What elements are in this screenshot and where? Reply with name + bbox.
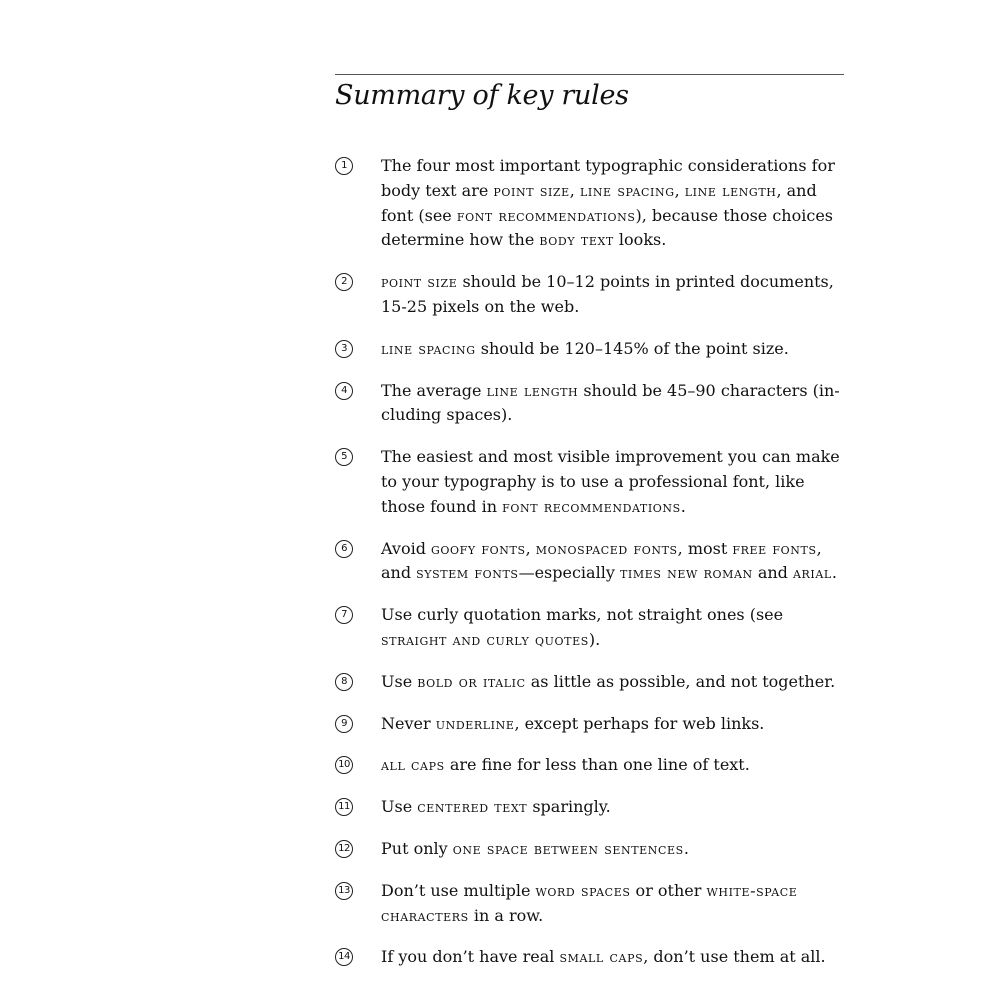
item-text (381, 670, 844, 695)
text-run: . (680, 496, 686, 516)
item-text (381, 603, 844, 653)
text-run: , (569, 180, 580, 200)
item-text (381, 379, 844, 429)
item-text (381, 879, 844, 929)
list-item (335, 795, 844, 820)
text-run: ). (588, 629, 601, 649)
text-run: Use (381, 797, 418, 817)
text-run: Use (381, 671, 418, 691)
text-run: The average (381, 380, 487, 400)
item-number-badge: 6 (335, 540, 353, 558)
text-run: , and font (see (381, 180, 817, 225)
text-run: , most (677, 538, 733, 558)
list-item (335, 945, 844, 970)
small-caps-term: font recommendations (502, 496, 681, 516)
small-caps-term: line length (486, 380, 579, 400)
text-run: looks. (613, 230, 667, 250)
item-number-badge: 14 (335, 948, 353, 966)
small-caps-term: bold or italic (417, 671, 526, 691)
list-item (335, 670, 844, 695)
small-caps-term: all caps (381, 755, 445, 775)
text-run: should be 120–145% of the point size. (475, 338, 789, 358)
text-run: , don’t use them at all. (643, 947, 826, 967)
item-text (381, 537, 844, 587)
item-text (381, 270, 844, 320)
item-number-badge: 11 (335, 798, 353, 816)
list-item (335, 270, 844, 320)
item-text (381, 837, 844, 862)
small-caps-term: line spacing (579, 180, 675, 200)
small-caps-term: times new roman (619, 563, 753, 583)
text-run: Don’t use multiple (381, 880, 536, 900)
small-caps-term: line length (684, 180, 777, 200)
text-run: , except perhaps for web links. (514, 713, 765, 733)
list-item (335, 154, 844, 253)
text-run: —especially (518, 563, 620, 583)
text-run: or other (630, 880, 707, 900)
page-title: Summary of key rules (335, 80, 629, 111)
item-text (381, 795, 844, 820)
small-caps-term: monospaced fonts (535, 538, 678, 558)
list-item (335, 445, 844, 519)
item-number-badge: 7 (335, 606, 353, 624)
text-run: sparingly. (527, 797, 611, 817)
small-caps-term: white-space characters (381, 880, 798, 925)
text-run: ), because those choices determine how the (381, 205, 833, 250)
item-number-badge: 4 (335, 382, 353, 400)
small-caps-term: font recommendations (456, 205, 636, 225)
small-caps-term: small caps (559, 947, 644, 967)
list-item (335, 537, 844, 587)
text-run: The four most important typographic considerations for body text are (381, 156, 835, 200)
text-run: should be 45–90 characters (including spaces). (381, 380, 840, 425)
small-caps-term: system fonts (416, 563, 519, 583)
item-number-badge: 1 (335, 157, 353, 175)
small-caps-term: underline (435, 713, 515, 733)
small-caps-term: arial (793, 563, 832, 583)
text-run: should be 10–12 points in printed documents, 15-25 pixels on the web. (381, 272, 834, 316)
text-run: Avoid (381, 538, 432, 558)
document-page (335, 74, 844, 967)
item-number-badge: 10 (335, 756, 353, 774)
list-item (335, 837, 844, 862)
text-run: , and (381, 538, 822, 583)
item-number-badge: 8 (335, 673, 353, 691)
text-run: , (525, 538, 536, 558)
text-run: , (674, 180, 685, 200)
text-run: are fine for less than one line of text. (444, 755, 750, 775)
item-number-badge: 5 (335, 448, 353, 466)
item-number-badge: 13 (335, 882, 353, 900)
small-caps-term: point size (381, 272, 458, 292)
list-item (335, 603, 844, 653)
item-text (381, 945, 844, 970)
item-text (381, 712, 844, 737)
list-item (335, 337, 844, 362)
item-text (381, 753, 844, 778)
text-run: as little as possible, and not together. (525, 671, 836, 691)
small-caps-term: free fonts (732, 538, 817, 558)
text-run: The easiest and most visible improvement you can make to your typography is to use a professional font, like those found in (381, 447, 840, 516)
item-number-badge: 12 (335, 840, 353, 858)
text-run: in a row. (468, 905, 544, 925)
list-item (335, 753, 844, 778)
rules-list (335, 154, 844, 987)
small-caps-term: body text (539, 230, 614, 250)
item-number-badge: 2 (335, 273, 353, 291)
text-run: Never (381, 713, 436, 733)
small-caps-term: straight and curly quotes (381, 629, 589, 649)
item-text (381, 445, 844, 519)
list-item (335, 712, 844, 737)
text-run: If you don’t have real (381, 947, 560, 967)
text-run: Use curly quotation marks, not straight ones (see (381, 605, 784, 625)
item-number-badge: 9 (335, 715, 353, 733)
list-item (335, 379, 844, 429)
text-run: . (831, 563, 837, 583)
small-caps-term: goofy fonts (431, 538, 526, 558)
item-number-badge: 3 (335, 340, 353, 358)
small-caps-term: word spaces (535, 880, 631, 900)
item-text (381, 337, 844, 362)
text-run: Put only (381, 838, 453, 858)
text-run: . (683, 838, 689, 858)
small-caps-term: one space between sentences (452, 838, 684, 858)
item-text (381, 154, 844, 253)
small-caps-term: point size (493, 180, 570, 200)
top-divider (335, 74, 844, 75)
small-caps-term: centered text (417, 797, 528, 817)
list-item (335, 879, 844, 929)
text-run: and (752, 563, 793, 583)
small-caps-term: line spacing (381, 338, 476, 358)
